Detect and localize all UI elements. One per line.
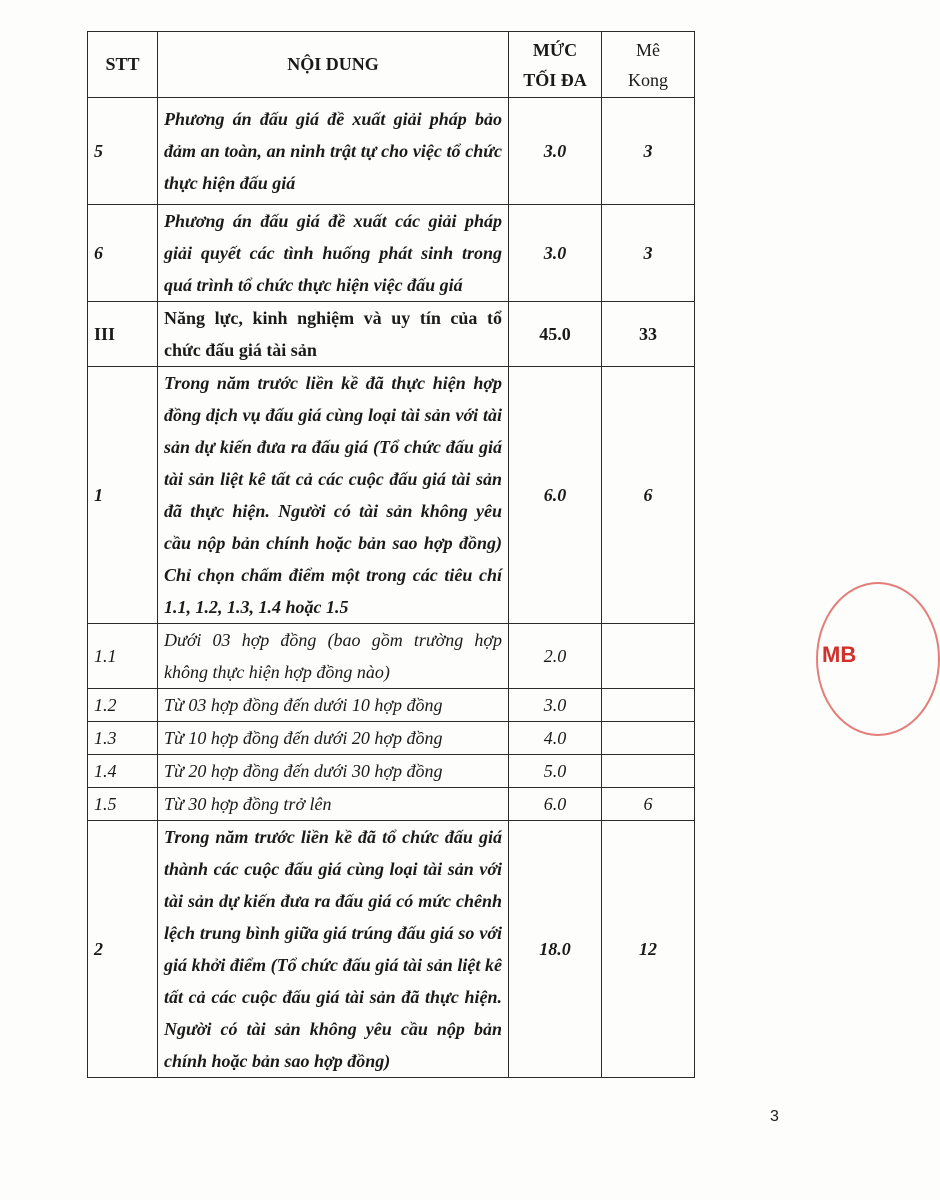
table-row	[88, 367, 695, 624]
row-max-score: 6.0	[509, 788, 602, 821]
table-row	[88, 821, 695, 1078]
row-stt: 1	[88, 367, 158, 624]
header-content: NỘI DUNG	[158, 32, 509, 98]
row-max-score: 3.0	[509, 205, 602, 302]
row-stt: 1.5	[88, 788, 158, 821]
row-me-kong-score: 12	[602, 821, 695, 1078]
row-me-kong-score: 3	[602, 98, 695, 205]
row-me-kong-score: 33	[602, 302, 695, 367]
table-row	[88, 302, 695, 367]
row-me-kong-score	[602, 689, 695, 722]
row-content: Phương án đấu giá đề xuất các giải pháp giải quyết các tình huống phát sinh trong quá trình tổ chức thực hiện việc đấu giá	[158, 205, 509, 302]
row-stt: 1.3	[88, 722, 158, 755]
table-header-row	[88, 32, 695, 98]
table-row	[88, 689, 695, 722]
row-content: Từ 30 hợp đồng trở lên	[158, 788, 509, 821]
row-stt: III	[88, 302, 158, 367]
row-me-kong-score: 6	[602, 788, 695, 821]
row-stt: 2	[88, 821, 158, 1078]
row-content: Trong năm trước liền kề đã tổ chức đấu giá thành các cuộc đấu giá cùng loại tài sản với tài sản dự kiến đưa ra đấu giá có mức chênh lệch trung bình giữa giá trúng đấu giá so với giá khởi điểm (Tổ chức đấu giá tài sản liệt kê tất cả các cuộc đấu giá tài sản đã thực hiện. Người có tài sản không yêu cầu nộp bản chính hoặc bản sao hợp đồng)	[158, 821, 509, 1078]
row-max-score: 18.0	[509, 821, 602, 1078]
table-row	[88, 624, 695, 689]
row-stt: 1.1	[88, 624, 158, 689]
row-me-kong-score	[602, 624, 695, 689]
scoring-table	[87, 31, 695, 1078]
stamp-text: MB	[822, 642, 857, 667]
company-stamp	[812, 582, 857, 732]
row-max-score: 3.0	[509, 689, 602, 722]
header-max-score	[509, 32, 602, 98]
header-stt: STT	[88, 32, 158, 98]
table-row	[88, 755, 695, 788]
header-score-line2: Kong	[628, 69, 668, 90]
row-me-kong-score	[602, 722, 695, 755]
table-row	[88, 722, 695, 755]
row-stt: 1.4	[88, 755, 158, 788]
row-me-kong-score: 3	[602, 205, 695, 302]
row-max-score: 2.0	[509, 624, 602, 689]
row-content: Năng lực, kinh nghiệm và uy tín của tổ chức đấu giá tài sản	[158, 302, 509, 367]
row-content: Trong năm trước liền kề đã thực hiện hợp đồng dịch vụ đấu giá cùng loại tài sản với tài sản dự kiến đưa ra đấu giá (Tổ chức đấu giá tài sản liệt kê tất cả các cuộc đấu giá tài sản đã thực hiện. Người có tài sản không yêu cầu nộp bản chính hoặc bản sao hợp đồng) Chỉ chọn chấm điểm một trong các tiêu chí 1.1, 1.2, 1.3, 1.4 hoặc 1.5	[158, 367, 509, 624]
header-me-kong	[602, 32, 695, 98]
row-content: Từ 20 hợp đồng đến dưới 30 hợp đồng	[158, 755, 509, 788]
table-row	[88, 98, 695, 205]
row-stt: 1.2	[88, 689, 158, 722]
row-max-score: 6.0	[509, 367, 602, 624]
row-max-score: 4.0	[509, 722, 602, 755]
row-content: Dưới 03 hợp đồng (bao gồm trường hợp không thực hiện hợp đồng nào)	[158, 624, 509, 689]
row-me-kong-score: 6	[602, 367, 695, 624]
row-max-score: 45.0	[509, 302, 602, 367]
table-row	[88, 788, 695, 821]
header-max-line1: MỨC	[532, 39, 578, 60]
row-stt: 6	[88, 205, 158, 302]
header-max-line2: TỐI ĐA	[523, 69, 587, 90]
row-content: Từ 03 hợp đồng đến dưới 10 hợp đồng	[158, 689, 509, 722]
page-number: 3	[770, 1108, 779, 1125]
header-score-line1: Mê	[636, 39, 660, 60]
row-content: Phương án đấu giá đề xuất giải pháp bảo đảm an toàn, an ninh trật tự cho việc tổ chức thực hiện đấu giá	[158, 98, 509, 205]
row-me-kong-score	[602, 755, 695, 788]
row-max-score: 5.0	[509, 755, 602, 788]
row-max-score: 3.0	[509, 98, 602, 205]
row-stt: 5	[88, 98, 158, 205]
row-content: Từ 10 hợp đồng đến dưới 20 hợp đồng	[158, 722, 509, 755]
table-row	[88, 205, 695, 302]
